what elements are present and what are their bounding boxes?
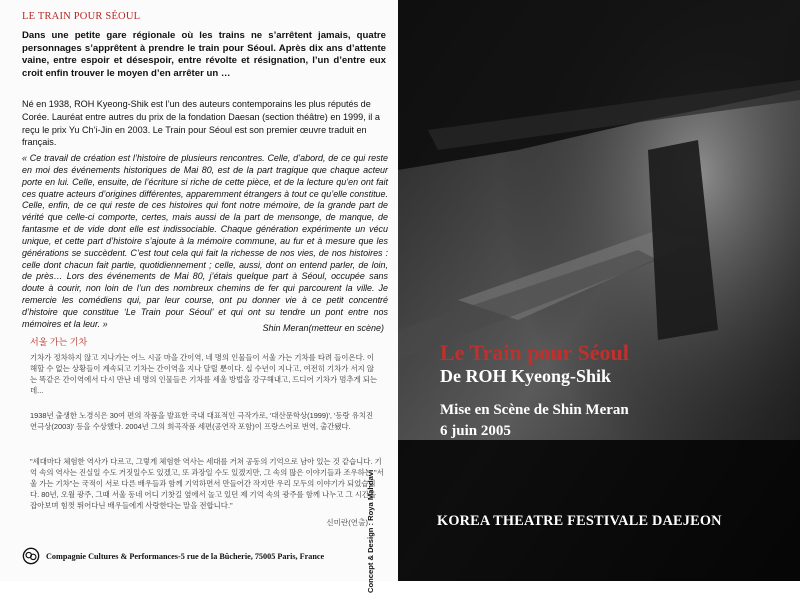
poster-date: 6 juin 2005 — [440, 423, 511, 439]
poster-title: Le Train pour Séoul — [440, 340, 629, 365]
festival-name: KOREA THEATRE FESTIVALE DAEJEON — [437, 513, 722, 529]
director-quote: « Ce travail de création est l’histoire de plusieurs rencontres. Celle, d’abord, de ce qui reste en moi des événements historiques de Mai 80, est de la part tragique que chaque acteur porte en lui. Celle, ensuite, de l’écriture si riche de cette pièce, et de la lecture qu’en ont fait ces quatre acteurs d’origines différentes, apparemment étrangers à tout ce qu’elle constitue. Celle, enfin, de ce qui reste de ces histoires qui font notre mémoire, de la grande part de vérité que celle-ci comporte, certes, mais aussi de la part de mensonge, de manque, de fantasme et de vide dont elle est indissociable. Chaque génération expérimente un vécu unique, et cette part d’histoire s’ajoute à la mémoire commune, au fur et à mesure que les générations se succèdent. C’est tout cela qui fait la richesse de nos vies, de nos histoires : celle dont chacun fait partie, quotidiennement ; celle, aussi, dont on entend parler, de loin, de près… Lors des événements de Mai 80, j’étais quelque part à Séoul, occupée sans doute à courir, non loin de l’un des nombreux chemins de fer qui parcourent la ville. Je remercie les comédiens qui, par leur course, ont pu donner vie à ce petit concentré d’histoire que constitue ‘Le Train pour Séoul’ et qui ont su tendre un pont entre nos mémoires et la leur. » — [22, 153, 388, 329]
korean-quote: "세대마다 체험한 역사가 다르고, 그렇게 체험한 역사는 세대를 거쳐 공동의 기억으로 남아 있는 것 같습니다. 기억 속의 역사는 진실일 수도 거짓일수도 있겠고, 또 과장일 수도 있겠지만, 그 속의 많은 이야기들과 조우하는 "서울 가는 기차"는 국적이 서로 다른 배우들과 함께 기억하면서 만들어간 작지만 우리 모두의 이야기가 되었습니다. 80년, 오월 광주, 그때 서울 동네 어디 기찻길 옆에서 놀고 있던 제 기억 속의 광주를 함께 나누고 그 시간을 잡아보며 힘껏 뛰어다닌 배우들에게 사랑한다는 말을 전합니다." — [30, 457, 384, 510]
poster-photo — [398, 0, 800, 581]
poster-author: De ROH Kyeong-Shik — [440, 366, 612, 386]
korean-title: 서울 가는 기차 — [30, 337, 88, 347]
footer — [22, 547, 382, 565]
korean-synopsis: 기차가 정차하지 않고 지나가는 어느 시골 마을 간이역, 네 명의 인물들이 서울 가는 기차를 타려 들이온다. 이해할 수 없는 상황들이 계속되고 기차는 간이역을 지나 달릴 뿐이다. 십 수년이 지나고, 여전히 기차가 서지 않는 똑같은 간이역에서 다시 만난 네 명의 인물들은 기차를 세울 방법을 강구해내고, 드디어 기차가 멈추게 되는데... — [30, 353, 377, 395]
director-signature: Shin Meran(metteur en scène) — [262, 323, 384, 333]
intro-paragraph: Dans une petite gare régionale où les trains ne s’arrêtent jamais, quatre personnages s’apprêtent à prendre le train pour Séoul. Après dix ans d’attente vaine, entre espoir et désespoir, entre révolte et résignation, l’un d’entre eux croit enfin trouver le moyen d’en arrêter un … — [22, 30, 386, 79]
left-panel — [0, 0, 398, 593]
poster-staging: Mise en Scène de Shin Meran — [440, 402, 629, 418]
author-bio: Né en 1938, ROH Kyeong-Shik est l’un des auteurs contemporains les plus réputés de Corée. Lauréat entre autres du prix de la fondation Daesan (section théâtre) en 1999, il a reçu le prix Yu Ch’i-Jin en 2003. Le Train pour Séoul est son premier œuvre traduit en français. — [22, 99, 380, 148]
korean-signature: 신미란(연출) — [326, 518, 368, 527]
design-credit: Concept & Design : Roya Mahdavi — [366, 469, 375, 593]
poster-panel — [398, 0, 800, 581]
korean-bio: 1938년 출생한 노경식은 30여 편의 작품을 발표한 국내 대표적인 극작가로, '대산문학상(1999)', '동랑 유치진 연극상(2003)' 등을 수상했다. 2004년 그의 희곡작품 세편(공연작 포함)이 프랑스어로 번역, 출간됐다. — [30, 411, 374, 431]
company-logo-icon — [22, 547, 40, 565]
company-address: Compagnie Cultures & Performances-5 rue de la Bûcherie, 75005 Paris, France — [46, 551, 325, 561]
left-title: LE TRAIN POUR SÉOUL — [22, 11, 141, 22]
